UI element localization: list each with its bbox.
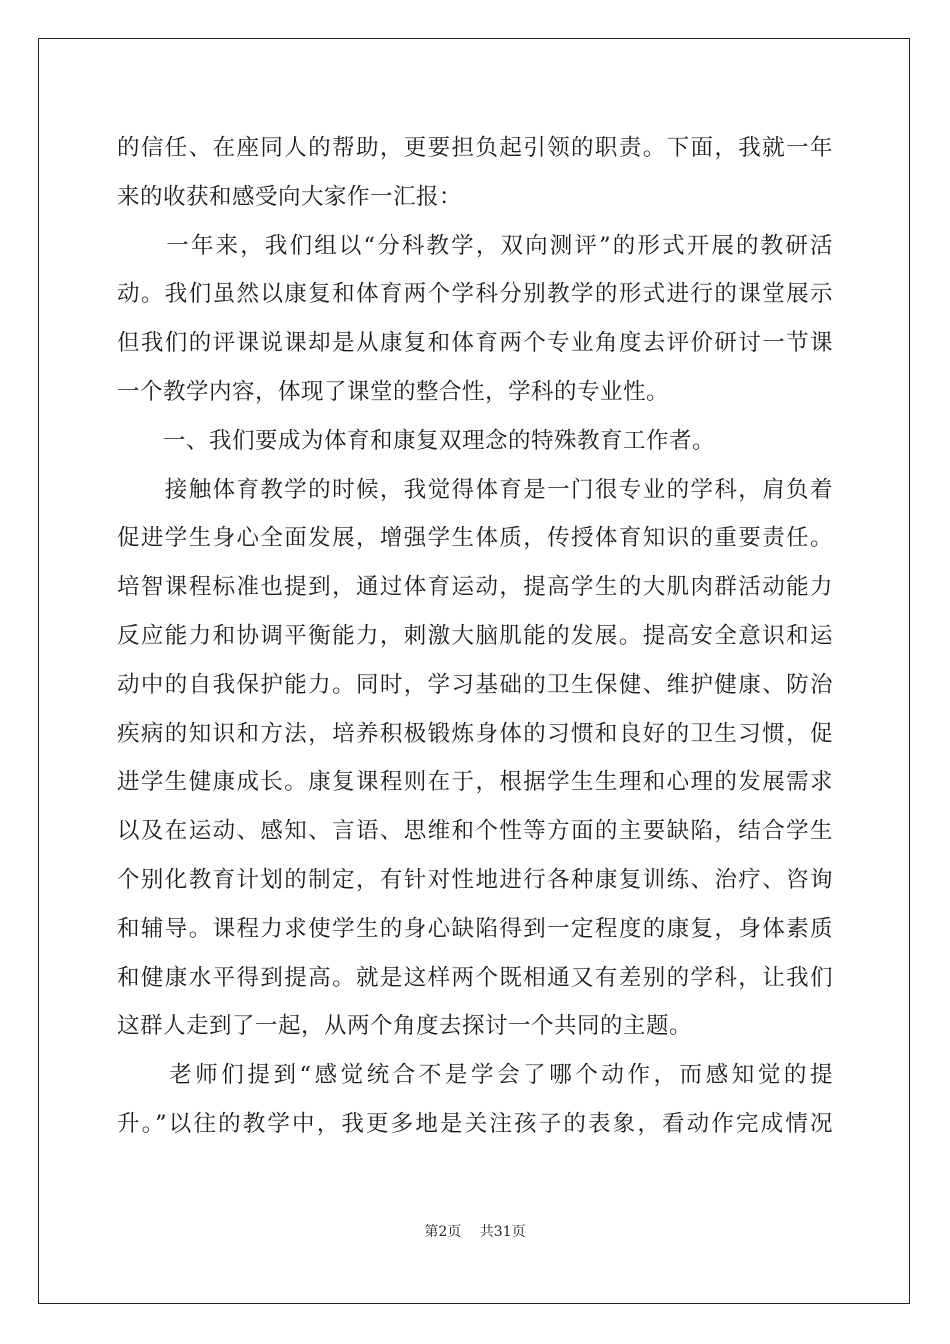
text-line: 这群人走到了一起，从两个角度去探讨一个共同的主题。 — [117, 1013, 693, 1040]
text-line: 老师们提到“感觉统合不是学会了哪个动作，而感知觉的提 — [117, 1062, 833, 1089]
text-line: 个别化教育计划的制定，有针对性地进行各种康复训练、治疗、咨询 — [117, 866, 833, 893]
text-line: 一年来，我们组以“分科教学，双向测评”的形式开展的教研活 — [117, 232, 833, 259]
page-number: 第2页 — [424, 1224, 462, 1240]
text-line: 和健康水平得到提高。就是这样两个既相通又有差别的学科，让我们 — [117, 964, 833, 991]
page-footer — [0, 1221, 950, 1241]
document-body — [117, 124, 833, 1149]
text-line: 来的收获和感受向大家作一汇报： — [117, 183, 463, 210]
text-line: 促进学生身心全面发展，增强学生体质，传授体育知识的重要责任。 — [117, 525, 833, 552]
text-line: 一个教学内容，体现了课堂的整合性，学科的专业性。 — [117, 378, 670, 405]
text-line: 以及在运动、感知、言语、思维和个性等方面的主要缺陷，结合学生 — [117, 818, 833, 845]
text-line: 动。我们虽然以康复和体育两个学科分别教学的形式进行的课堂展示 — [117, 281, 833, 308]
text-line: 动中的自我保护能力。同时，学习基础的卫生保健、维护健康、防治 — [117, 671, 833, 698]
text-line: 的信任、在座同人的帮助，更要担负起引领的职责。下面，我就一年 — [117, 135, 833, 161]
text-line: 反应能力和协调平衡能力，刺激大脑肌能的发展。提高安全意识和运 — [117, 622, 833, 649]
text-line: 升。”以往的教学中，我更多地是关注孩子的表象，看动作完成情况 — [117, 1110, 833, 1137]
text-line: 进学生健康成长。康复课程则在于，根据学生生理和心理的发展需求 — [117, 769, 833, 796]
text-line: 但我们的评课说课却是从康复和体育两个专业角度去评价研讨一节课 — [117, 330, 833, 357]
text-line: 接触体育教学的时候，我觉得体育是一门很专业的学科，肩负着 — [117, 476, 833, 503]
page-total: 共31页 — [479, 1224, 526, 1240]
text-line: 培智课程标准也提到，通过体育运动，提高学生的大肌肉群活动能力 — [117, 574, 833, 601]
text-line: 一、我们要成为体育和康复双理念的特殊教育工作者。 — [117, 427, 716, 454]
text-line: 和辅导。课程力求使学生的身心缺陷得到一定程度的康复，身体素质 — [117, 915, 833, 942]
text-line: 疾病的知识和方法，培养积极锻炼身体的习惯和良好的卫生习惯，促 — [117, 720, 833, 747]
